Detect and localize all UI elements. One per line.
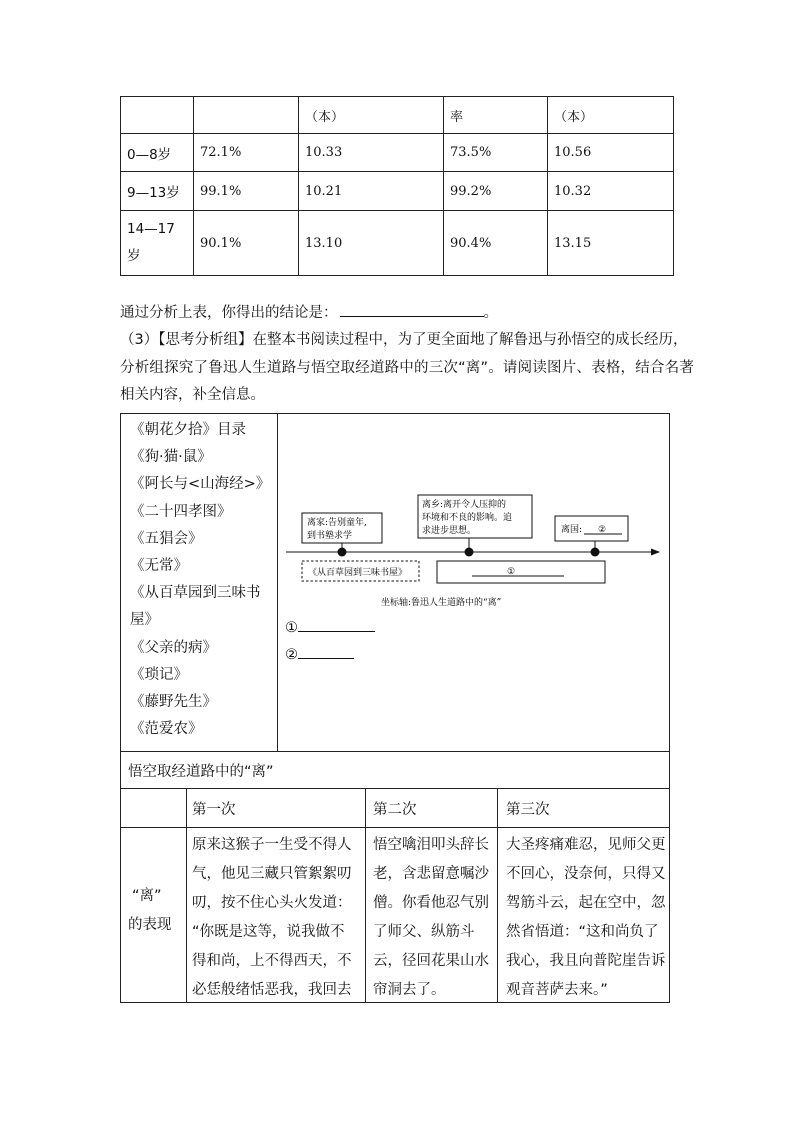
- fill-blank-1-label: ①: [285, 620, 298, 636]
- table-row: [121, 97, 674, 134]
- table-cell: 9—13岁: [121, 172, 194, 211]
- toc-list: [130, 417, 270, 743]
- column-divider: [497, 788, 498, 1002]
- timeline-diagram: [282, 490, 662, 615]
- country-blank-number: ②: [598, 525, 607, 535]
- text-line: 叨，按不住心头火发道：: [192, 895, 352, 911]
- section-divider: [120, 751, 669, 752]
- text-line: 僧。你看他忍气别: [373, 895, 489, 911]
- fill-blank-1: [285, 617, 375, 636]
- timeline-dot: [465, 548, 474, 557]
- fill-blank-2: [285, 644, 354, 663]
- text-line: 原来这猴子一生受不得人: [192, 837, 352, 853]
- table-row: [121, 211, 674, 276]
- column-divider: [186, 788, 187, 1002]
- toc-divider: [277, 413, 278, 751]
- table-cell: 73.5%: [444, 134, 548, 172]
- table-cell: 90.1%: [194, 211, 299, 276]
- header-second: 第二次: [373, 802, 417, 818]
- leave-hometown-line3: 求进步思想。: [422, 526, 477, 536]
- text-line: 大圣疼痛难忍，见师父更: [506, 837, 666, 853]
- leave-home-line1: 离家:告别童年,: [307, 518, 367, 528]
- timeline-dot: [591, 548, 600, 557]
- answer-box: [437, 561, 605, 583]
- table-row: [121, 134, 674, 172]
- toc-item: 《五猖会》: [130, 530, 203, 547]
- text-line: 了师父、纵筋斗: [373, 924, 475, 940]
- leave-hometown-line2: 环境和不良的影响。追: [422, 513, 513, 523]
- table-cell: [194, 97, 299, 134]
- text-line: 驾筋斗云，起在空中，忽: [506, 895, 666, 911]
- text-line: “你既是这等，说我做不: [192, 924, 345, 940]
- text-line: 观音菩萨去来。”: [506, 982, 608, 998]
- toc-item: 《阿长与<山海经>》: [130, 476, 271, 493]
- table-cell: （本）: [299, 97, 444, 134]
- first-leave-text: [192, 831, 352, 1005]
- text-line: 我心，我且向普陀崖告诉: [506, 953, 666, 969]
- toc-item: 《藤野先生》: [130, 694, 217, 711]
- text-line: 然省悟道：“这和尚负了: [506, 924, 659, 940]
- text-line: 必恁般绪恬恶我，我回去: [192, 982, 352, 998]
- analysis-question: [120, 301, 498, 325]
- toc-item: 《从百草园到三味书: [130, 585, 261, 602]
- fill-blank-2-label: ②: [285, 647, 298, 663]
- table-cell: （本）: [548, 97, 674, 134]
- table-row: [121, 172, 674, 211]
- leave-home-line2: 到书塾求学: [307, 531, 353, 541]
- reading-stats-table: [120, 96, 674, 276]
- text-line: 云，径回花果山水: [373, 953, 489, 969]
- wukong-title: 悟空取经道路中的“离”: [128, 764, 274, 780]
- toc-item: 《狗·猫·鼠》: [130, 449, 212, 466]
- toc-item: 《琐记》: [130, 666, 188, 683]
- table-cell: 13.15: [548, 211, 674, 276]
- toc-title: 《朝花夕拾》目录: [130, 422, 246, 438]
- row-label-line1: “离”: [132, 888, 162, 904]
- table-cell: 99.1%: [194, 172, 299, 211]
- row-divider: [120, 827, 669, 828]
- toc-item: 《二十四孝图》: [130, 503, 232, 520]
- row-label-line2: 的表现: [128, 917, 172, 933]
- table-cell: [121, 97, 194, 134]
- chapter-dashed-label: 《从百草园到三味书屋》: [308, 568, 408, 578]
- axis-arrow-icon: [651, 549, 660, 556]
- fill-blank-1-line[interactable]: [298, 617, 375, 632]
- toc-item: 《无常》: [130, 558, 188, 575]
- header-first: 第一次: [192, 802, 236, 818]
- table-cell: 10.33: [299, 134, 444, 172]
- text-line: 不回心，没奈何，只得又: [506, 866, 666, 882]
- q3-line-3: 相关内容，补全信息。: [120, 387, 265, 403]
- q3-line-1: （3）【思考分析组】在整本书阅读过程中，为了更全面地了解鲁迅与孙悟空的成长经历，: [120, 332, 688, 348]
- analysis-end: 。: [483, 305, 498, 321]
- answer-blank-number: ①: [507, 567, 516, 577]
- leave-hometown-line1: 离乡:离开令人压抑的: [422, 500, 507, 510]
- table-cell: 90.4%: [444, 211, 548, 276]
- table-cell: 14—17岁: [121, 211, 194, 276]
- table-cell: 13.10: [299, 211, 444, 276]
- fill-blank-2-line[interactable]: [298, 644, 354, 659]
- text-line: 得和尚，上不得西天，不: [192, 953, 352, 969]
- table-cell: 10.21: [299, 172, 444, 211]
- diagram-caption: 坐标轴:鲁迅人生道路中的“离”: [381, 598, 502, 608]
- table-cell: 10.32: [548, 172, 674, 211]
- text-line: 老，含悲留意嘱沙: [373, 866, 489, 882]
- timeline-dot: [338, 548, 347, 557]
- second-leave-text: [373, 831, 489, 1005]
- table-cell: 72.1%: [194, 134, 299, 172]
- text-line: 帘洞去了。: [373, 982, 446, 998]
- table-cell: 0—8岁: [121, 134, 194, 172]
- toc-item: 屋》: [130, 612, 159, 629]
- row-divider: [120, 788, 669, 789]
- leave-country-label: 离国:: [561, 525, 583, 535]
- toc-item: 《父亲的病》: [130, 639, 217, 656]
- answer-blank[interactable]: [340, 302, 484, 317]
- toc-item: 《范爱农》: [130, 721, 203, 738]
- table-cell: 10.56: [548, 134, 674, 172]
- q3-line-2: 分析组探究了鲁迅人生道路与悟空取经道路中的三次“离”。请阅读图片、表格，结合名著: [120, 360, 695, 376]
- table-cell: 99.2%: [444, 172, 548, 211]
- header-third: 第三次: [506, 802, 550, 818]
- text-line: 气，他见三藏只管絮絮叨: [192, 866, 352, 882]
- table-cell: 率: [444, 97, 548, 134]
- text-line: 悟空噙泪叩头辞长: [373, 837, 489, 853]
- analysis-prompt: 通过分析上表，你得出的结论是：: [120, 305, 338, 321]
- column-divider: [365, 788, 366, 1002]
- third-leave-text: [506, 831, 666, 1005]
